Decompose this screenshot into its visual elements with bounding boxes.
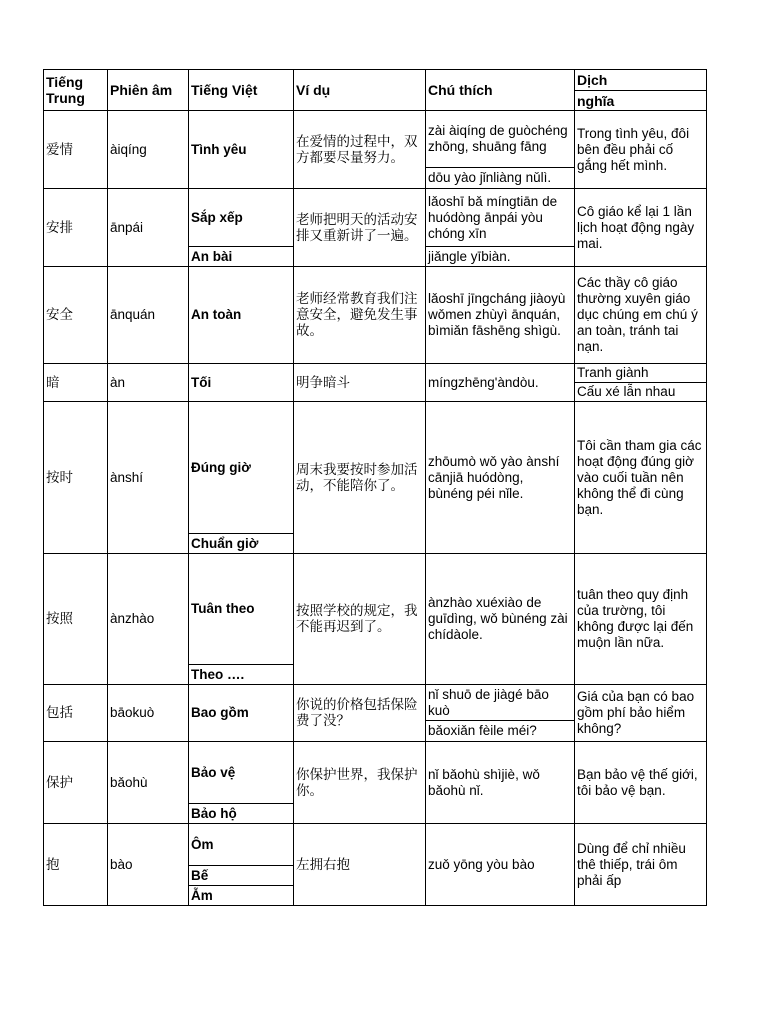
note-cell: zuǒ yōng yòu bào — [426, 824, 575, 906]
meaning-cell-continued: Cấu xé lẫn nhau — [575, 383, 707, 402]
note-cell: lǎoshī jīngcháng jiàoyù wǒmen zhùyì ānquán, bìmiǎn fāshēng shìgù. — [426, 267, 575, 364]
example-cell: 左拥右抱 — [294, 824, 426, 906]
table-row — [44, 824, 707, 866]
vocabulary-table — [43, 69, 707, 906]
header-meaning-bottom: nghĩa — [575, 91, 707, 111]
note-cell: míngzhēng'àndòu. — [426, 364, 575, 402]
example-cell: 明争暗斗 — [294, 364, 426, 402]
header-pinyin: Phiên âm — [108, 70, 189, 111]
pinyin-cell: bāokuò — [108, 685, 189, 742]
table-row — [44, 189, 707, 247]
hanzi-cell: 按时 — [44, 402, 108, 554]
hanzi-cell: 保护 — [44, 742, 108, 824]
pinyin-cell: ànshí — [108, 402, 189, 554]
vietnamese-alt-cell: Bế — [189, 866, 294, 886]
meaning-cell: Tranh giành — [575, 364, 707, 383]
pinyin-cell: ānquán — [108, 267, 189, 364]
header-note: Chú thích — [426, 70, 575, 111]
example-cell: 你保护世界，我保护你。 — [294, 742, 426, 824]
hanzi-cell: 包括 — [44, 685, 108, 742]
vietnamese-cell: Ôm — [189, 824, 294, 866]
vietnamese-cell: Tuân theo — [189, 554, 294, 665]
meaning-cell: Giá của bạn có bao gồm phí bảo hiểm không? — [575, 685, 707, 742]
note-cell: zhōumò wǒ yào ànshí cānjiā huódòng, bùnéng péi nǐle. — [426, 402, 575, 554]
header-meaning-top: Dịch — [575, 70, 707, 91]
header-vietnamese: Tiếng Việt — [189, 70, 294, 111]
note-cell: ànzhào xuéxiào de guīdìng, wǒ bùnéng zài chídàole. — [426, 554, 575, 685]
note-cell-continued: dōu yào jǐnliàng nǔlì. — [426, 168, 575, 189]
vietnamese-alt-cell: Theo …. — [189, 665, 294, 685]
header-chinese: Tiếng Trung — [44, 70, 108, 111]
hanzi-cell: 爱情 — [44, 111, 108, 189]
pinyin-cell: bào — [108, 824, 189, 906]
hanzi-cell: 按照 — [44, 554, 108, 685]
meaning-cell: Dùng để chỉ nhiều thê thiếp, trái ôm phải ấp — [575, 824, 707, 906]
meaning-cell: Cô giáo kể lại 1 lần lịch hoạt động ngày mai. — [575, 189, 707, 267]
pinyin-cell: ānpái — [108, 189, 189, 267]
vietnamese-cell: Đúng giờ — [189, 402, 294, 534]
meaning-cell: Trong tình yêu, đôi bên đều phải cố gắng hết mình. — [575, 111, 707, 189]
header-example: Ví dụ — [294, 70, 426, 111]
example-cell: 老师经常教育我们注意安全，避免发生事故。 — [294, 267, 426, 364]
vietnamese-cell: Tối — [189, 364, 294, 402]
table-row — [44, 267, 707, 364]
note-cell: nǐ shuō de jiàgé bāo kuò — [426, 685, 575, 721]
note-cell: zài àiqíng de guòchéng zhōng, shuāng fāng — [426, 111, 575, 168]
vietnamese-alt-cell: An bài — [189, 247, 294, 267]
table-row — [44, 111, 707, 168]
hanzi-cell: 安排 — [44, 189, 108, 267]
example-cell: 你说的价格包括保险费了没？ — [294, 685, 426, 742]
table-row — [44, 742, 707, 804]
pinyin-cell: bǎohù — [108, 742, 189, 824]
hanzi-cell: 暗 — [44, 364, 108, 402]
vietnamese-cell: An toàn — [189, 267, 294, 364]
hanzi-cell: 抱 — [44, 824, 108, 906]
example-cell: 老师把明天的活动安排又重新讲了一遍。 — [294, 189, 426, 267]
vietnamese-cell: Bảo vệ — [189, 742, 294, 804]
note-cell-continued: bǎoxiǎn fèile méi? — [426, 721, 575, 742]
pinyin-cell: àiqíng — [108, 111, 189, 189]
vietnamese-cell: Tình yêu — [189, 111, 294, 189]
table-row — [44, 685, 707, 721]
example-cell: 周末我要按时参加活动，不能陪你了。 — [294, 402, 426, 554]
example-cell: 按照学校的规定，我不能再迟到了。 — [294, 554, 426, 685]
hanzi-cell: 安全 — [44, 267, 108, 364]
meaning-cell: Bạn bảo vệ thế giới, tôi bảo vệ bạn. — [575, 742, 707, 824]
vietnamese-alt-cell: Chuẩn giờ — [189, 534, 294, 554]
vietnamese-alt-cell-2: Ẵm — [189, 886, 294, 906]
meaning-cell: Tôi cần tham gia các hoạt động đúng giờ vào cuối tuần nên không thể đi cùng bạn. — [575, 402, 707, 554]
vietnamese-cell: Bao gồm — [189, 685, 294, 742]
pinyin-cell: àn — [108, 364, 189, 402]
pinyin-cell: ànzhào — [108, 554, 189, 685]
table-row — [44, 554, 707, 665]
note-cell: nǐ bǎohù shìjiè, wǒ bǎohù nǐ. — [426, 742, 575, 824]
vietnamese-alt-cell: Bảo hộ — [189, 804, 294, 824]
example-cell: 在爱情的过程中，双方都要尽量努力。 — [294, 111, 426, 189]
table-row — [44, 364, 707, 383]
table-row — [44, 402, 707, 534]
note-cell: lǎoshī bǎ míngtiān de huódòng ānpái yòu chóng xīn — [426, 189, 575, 247]
meaning-cell: Các thầy cô giáo thường xuyên giáo dục chúng em chú ý an toàn, tránh tai nạn. — [575, 267, 707, 364]
header-row — [44, 70, 707, 91]
vocabulary-sheet — [43, 69, 707, 906]
meaning-cell: tuân theo quy định của trường, tôi không được lại đến muộn lần nữa. — [575, 554, 707, 685]
note-cell-continued: jiǎngle yībiàn. — [426, 247, 575, 267]
vietnamese-cell: Sắp xếp — [189, 189, 294, 247]
